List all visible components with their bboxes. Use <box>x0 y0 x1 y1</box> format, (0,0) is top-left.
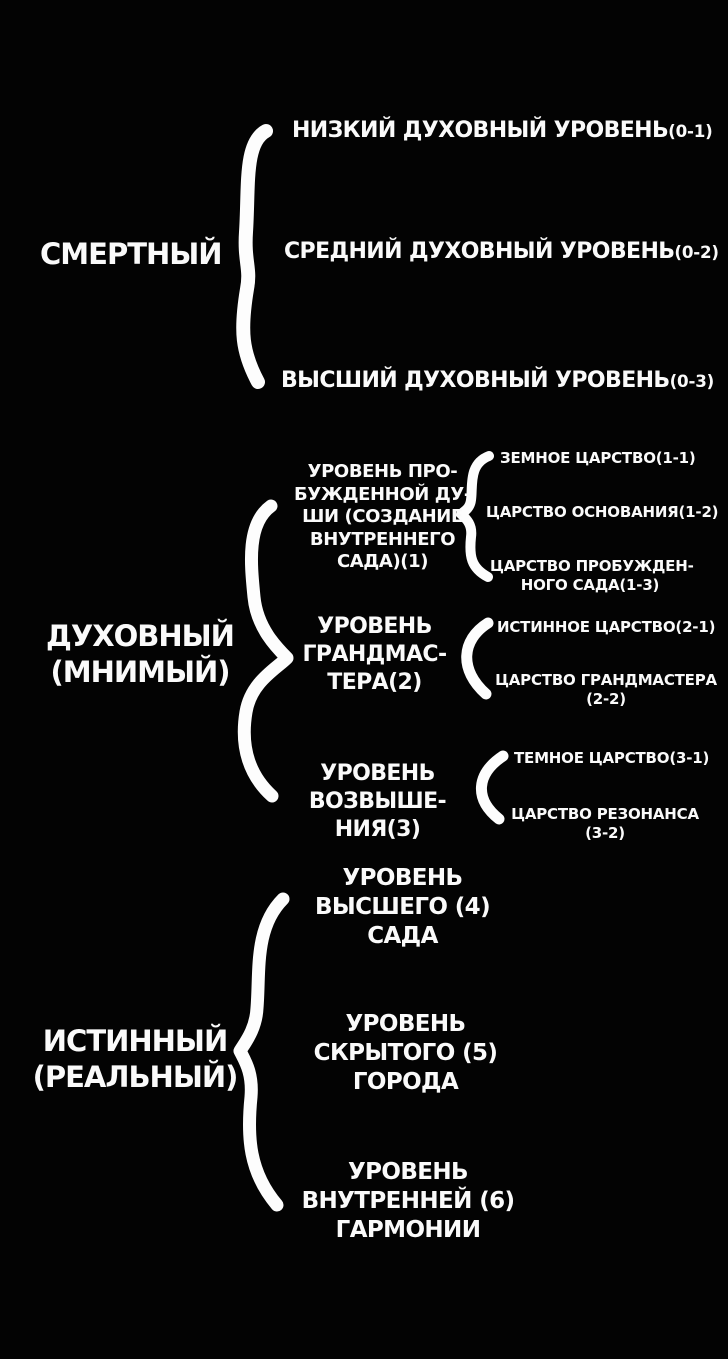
text-line: УРОВЕНЬ <box>342 865 463 891</box>
brace-exaltation-realms <box>481 756 503 819</box>
level-inner-harmony <box>288 1158 528 1245</box>
level-code: (0-2) <box>674 242 719 262</box>
text-line: ВНУТРЕННЕГО <box>309 528 456 550</box>
tier-label-spiritual <box>45 618 235 690</box>
level-mortal-mid <box>284 238 719 266</box>
realm-foundation <box>486 503 718 522</box>
text-line: ДУХОВНЫЙ <box>46 619 234 653</box>
text-line: ТЕРА(2) <box>327 670 422 695</box>
realm-earthly <box>500 449 696 468</box>
text-line: ВЫСШЕГО (4) <box>314 894 490 920</box>
text-line: ВНУТРЕННЕЙ (6) <box>301 1188 515 1214</box>
text-line: ЦАРСТВО РЕЗОНАНСА <box>511 805 699 823</box>
realm-resonance <box>505 805 705 843</box>
text-line: ЦАРСТВО ОСНОВАНИЯ(1-2) <box>486 503 719 521</box>
text-line: (РЕАЛЬНЫЙ) <box>32 1060 238 1094</box>
text-line: (МНИМЫЙ) <box>50 655 230 689</box>
level-awakened-soul <box>290 461 475 574</box>
text-line: УРОВЕНЬ <box>348 1159 468 1185</box>
level-hidden-city <box>303 1010 508 1097</box>
text-line: ТЕМНОЕ ЦАРСТВО(3-1) <box>514 749 710 767</box>
text-line: ЗЕМНОЕ ЦАРСТВО(1-1) <box>500 449 696 467</box>
text-line: ШИ (СОЗДАНИЕ <box>302 506 463 527</box>
text-line: ВОЗВЫШЕ- <box>308 789 447 814</box>
text-line: УРОВЕНЬ ПРО- <box>307 461 458 482</box>
level-exaltation <box>300 760 455 844</box>
brace-grandmaster-realms <box>467 623 488 694</box>
level-supreme-garden <box>300 864 505 951</box>
text-line: ГАРМОНИИ <box>335 1217 481 1243</box>
level-name: СРЕДНИЙ ДУХОВНЫЙ УРОВЕНЬ <box>284 239 675 264</box>
text-line: УРОВЕНЬ <box>345 1011 466 1037</box>
realm-grandmaster <box>492 671 720 709</box>
text-line: УРОВЕНЬ <box>317 614 432 639</box>
level-code: (0-1) <box>668 121 713 141</box>
text-line: САДА <box>367 923 438 949</box>
level-mortal-high <box>281 367 714 395</box>
text-line: НИЯ(3) <box>334 817 421 842</box>
realm-true <box>497 618 715 637</box>
text-line: БУЖДЕННОЙ ДУ- <box>294 483 471 505</box>
brace-mortal-tier <box>243 131 266 382</box>
text-line: ИСТИННЫЙ <box>42 1024 228 1058</box>
text-line: ИСТИННОЕ ЦАРСТВО(2-1) <box>497 618 716 636</box>
text-line: УРОВЕНЬ <box>320 761 435 786</box>
text-line: (2-2) <box>586 690 626 708</box>
realm-dark <box>514 749 709 768</box>
text-line: ГРАНДМАС- <box>302 642 447 667</box>
text-line: ГОРОДА <box>352 1069 459 1095</box>
text-line: СКРЫТОГО (5) <box>313 1040 498 1066</box>
level-mortal-low <box>292 117 713 145</box>
text-line: САДА)(1) <box>336 551 429 572</box>
text-line: СМЕРТНЫЙ <box>40 237 222 271</box>
tier-label-true <box>30 1023 240 1095</box>
level-name: ВЫСШИЙ ДУХОВНЫЙ УРОВЕНЬ <box>281 368 670 393</box>
realm-awakened-garden <box>490 557 694 595</box>
brace-spiritual-tier <box>244 506 287 796</box>
text-line: ЦАРСТВО ПРОБУЖДЕН- <box>490 557 694 575</box>
text-line: НОГО САДА(1-3) <box>520 576 660 594</box>
text-line: ЦАРСТВО ГРАНДМАСТЕРА <box>495 671 717 689</box>
level-code: (0-3) <box>669 371 715 391</box>
level-name: НИЗКИЙ ДУХОВНЫЙ УРОВЕНЬ <box>292 118 669 143</box>
tier-label-mortal <box>40 236 222 272</box>
level-grandmaster <box>297 613 452 697</box>
text-line: (3-2) <box>585 824 625 842</box>
brace-true-tier <box>240 899 283 1205</box>
